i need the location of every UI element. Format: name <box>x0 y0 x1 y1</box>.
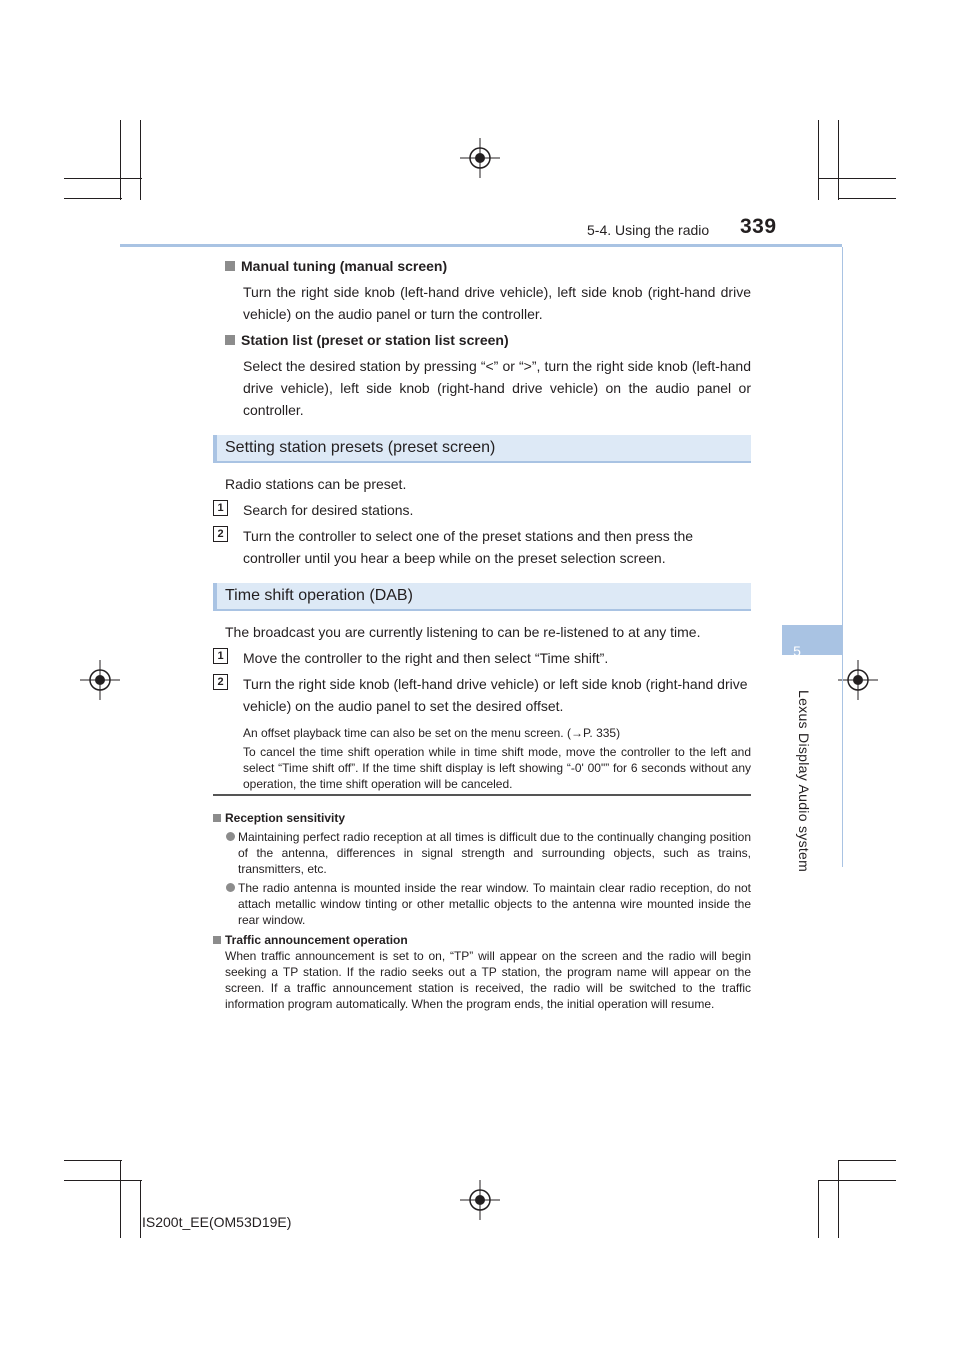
circle-bullet-icon <box>226 832 235 841</box>
step-number-box: 2 <box>213 674 228 690</box>
timeshift-heading <box>213 583 751 611</box>
heading-bar <box>213 583 217 609</box>
step-number-box: 2 <box>213 526 228 542</box>
reception-bullet-1 <box>213 829 751 877</box>
square-bullet-icon <box>225 335 235 345</box>
timeshift-note-1: An offset playback time can also be set on the menu screen. (→P. 335) <box>243 726 621 740</box>
crop-mark-br-v <box>818 1180 819 1238</box>
crop-mark-tl-h2 <box>64 198 122 199</box>
crop-mark-tl-v <box>140 120 141 200</box>
timeshift-intro: The broadcast you are currently listening to can be re-listened to at any time. <box>225 624 701 640</box>
traffic-body: When traffic announcement is set to on, “TP” will appear on the screen and the radio will begin seeking a TP station. If the radio seeks out a TP station, the program name will appear on the screen. If a traffic announcement station is received, the radio will be switched to the traffic information program automatically. When the program ends, the initial operation will resume. <box>225 949 751 1011</box>
section-title: 5-4. Using the radio <box>587 222 710 238</box>
presets-heading <box>213 435 751 463</box>
crop-mark-bl-h2 <box>64 1180 142 1181</box>
item-title-station-list <box>213 329 751 351</box>
presets-heading-text: Setting station presets (preset screen) <box>225 439 496 456</box>
reception-bullet-1-text: Maintaining perfect radio reception at all times is difficult due to the continually changing position of the antenna, differences in signal strength and surrounding objects, such as trains, transmitters, etc. <box>238 830 751 876</box>
registration-mark-left-icon <box>80 660 120 700</box>
crop-mark-tr-h2 <box>838 198 896 199</box>
tab-rule <box>842 247 843 867</box>
timeshift-step-1 <box>213 647 751 669</box>
presets-step-1-text: Search for desired stations. <box>243 502 414 518</box>
square-bullet-icon <box>213 814 221 822</box>
crop-mark-tl-v2 <box>120 120 121 200</box>
crop-mark-br-h2 <box>838 1160 896 1161</box>
item-body-station-list: Select the desired station by pressing “<” or “>”, turn the right side knob (left-hand drive vehicle), left side knob (right-hand drive vehicle) on the audio panel or controller. <box>243 358 751 418</box>
presets-intro: Radio stations can be preset. <box>225 476 407 492</box>
reception-title-text: Reception sensitivity <box>225 811 346 825</box>
traffic-title-text: Traffic announcement operation <box>225 933 408 947</box>
crop-mark-tr-v <box>818 120 819 200</box>
item-title-station-list-text: Station list (preset or station list screen) <box>241 332 509 348</box>
registration-mark-bottom-icon <box>460 1180 500 1220</box>
page-number: 339 <box>740 215 777 238</box>
crop-mark-tl-h <box>64 178 142 179</box>
crop-mark-tr-v2 <box>838 120 839 200</box>
presets-step-2 <box>213 525 751 569</box>
crop-mark-bl-h <box>64 1160 122 1161</box>
crop-mark-tr-h <box>818 178 896 179</box>
timeshift-heading-text: Time shift operation (DAB) <box>225 587 413 604</box>
step-number-box: 1 <box>213 648 228 664</box>
timeshift-step-1-text: Move the controller to the right and then select “Time shift”. <box>243 650 609 666</box>
step-number-box: 1 <box>213 500 228 516</box>
registration-mark-right-icon <box>838 660 878 700</box>
crop-mark-bl-v <box>120 1160 121 1238</box>
item-title-manual-text: Manual tuning (manual screen) <box>241 258 448 274</box>
chapter-title: Lexus Display Audio system <box>796 690 812 873</box>
document-code: IS200t_EE(OM53D19E) <box>142 1214 292 1230</box>
square-bullet-icon <box>213 936 221 944</box>
item-title-manual <box>213 255 751 277</box>
traffic-title <box>213 932 751 948</box>
presets-step-2-text: Turn the controller to select one of the preset stations and then press the controller until you hear a beep while on the preset selection screen. <box>243 528 694 566</box>
header-rule <box>120 244 842 247</box>
heading-bar <box>213 435 217 461</box>
crop-mark-bl-v2 <box>140 1180 141 1238</box>
notes-divider <box>213 794 751 796</box>
reception-title <box>213 810 751 826</box>
crop-mark-br-v2 <box>838 1160 839 1238</box>
presets-step-1 <box>213 499 751 521</box>
timeshift-step-2-text: Turn the right side knob (left-hand drive vehicle) or left side knob (right-hand drive vehicle) on the audio panel to set the desired offset. <box>243 676 748 714</box>
timeshift-note-2: To cancel the time shift operation while in time shift mode, move the controller to the left and select “Time shift off”. If the time shift display is left showing “-0' 00"” for 6 seconds without any operation, the time shift operation will be canceled. <box>243 745 751 791</box>
square-bullet-icon <box>225 261 235 271</box>
crop-mark-br-h <box>818 1180 896 1181</box>
reception-bullet-2 <box>213 880 751 928</box>
chapter-number: 5 <box>793 643 801 659</box>
notes-section <box>213 806 751 1012</box>
circle-bullet-icon <box>226 883 235 892</box>
reception-bullet-2-text: The radio antenna is mounted inside the rear window. To maintain clear radio reception, do not attach metallic window tinting or other metallic objects to the antenna wire mounted inside the rear window. <box>238 881 751 927</box>
item-body-manual: Turn the right side knob (left-hand drive vehicle), left side knob (right-hand drive vehicle) on the audio panel or turn the controller. <box>243 284 751 322</box>
timeshift-step-2 <box>213 673 751 717</box>
main-content <box>213 255 751 795</box>
registration-mark-top-icon <box>460 138 500 178</box>
